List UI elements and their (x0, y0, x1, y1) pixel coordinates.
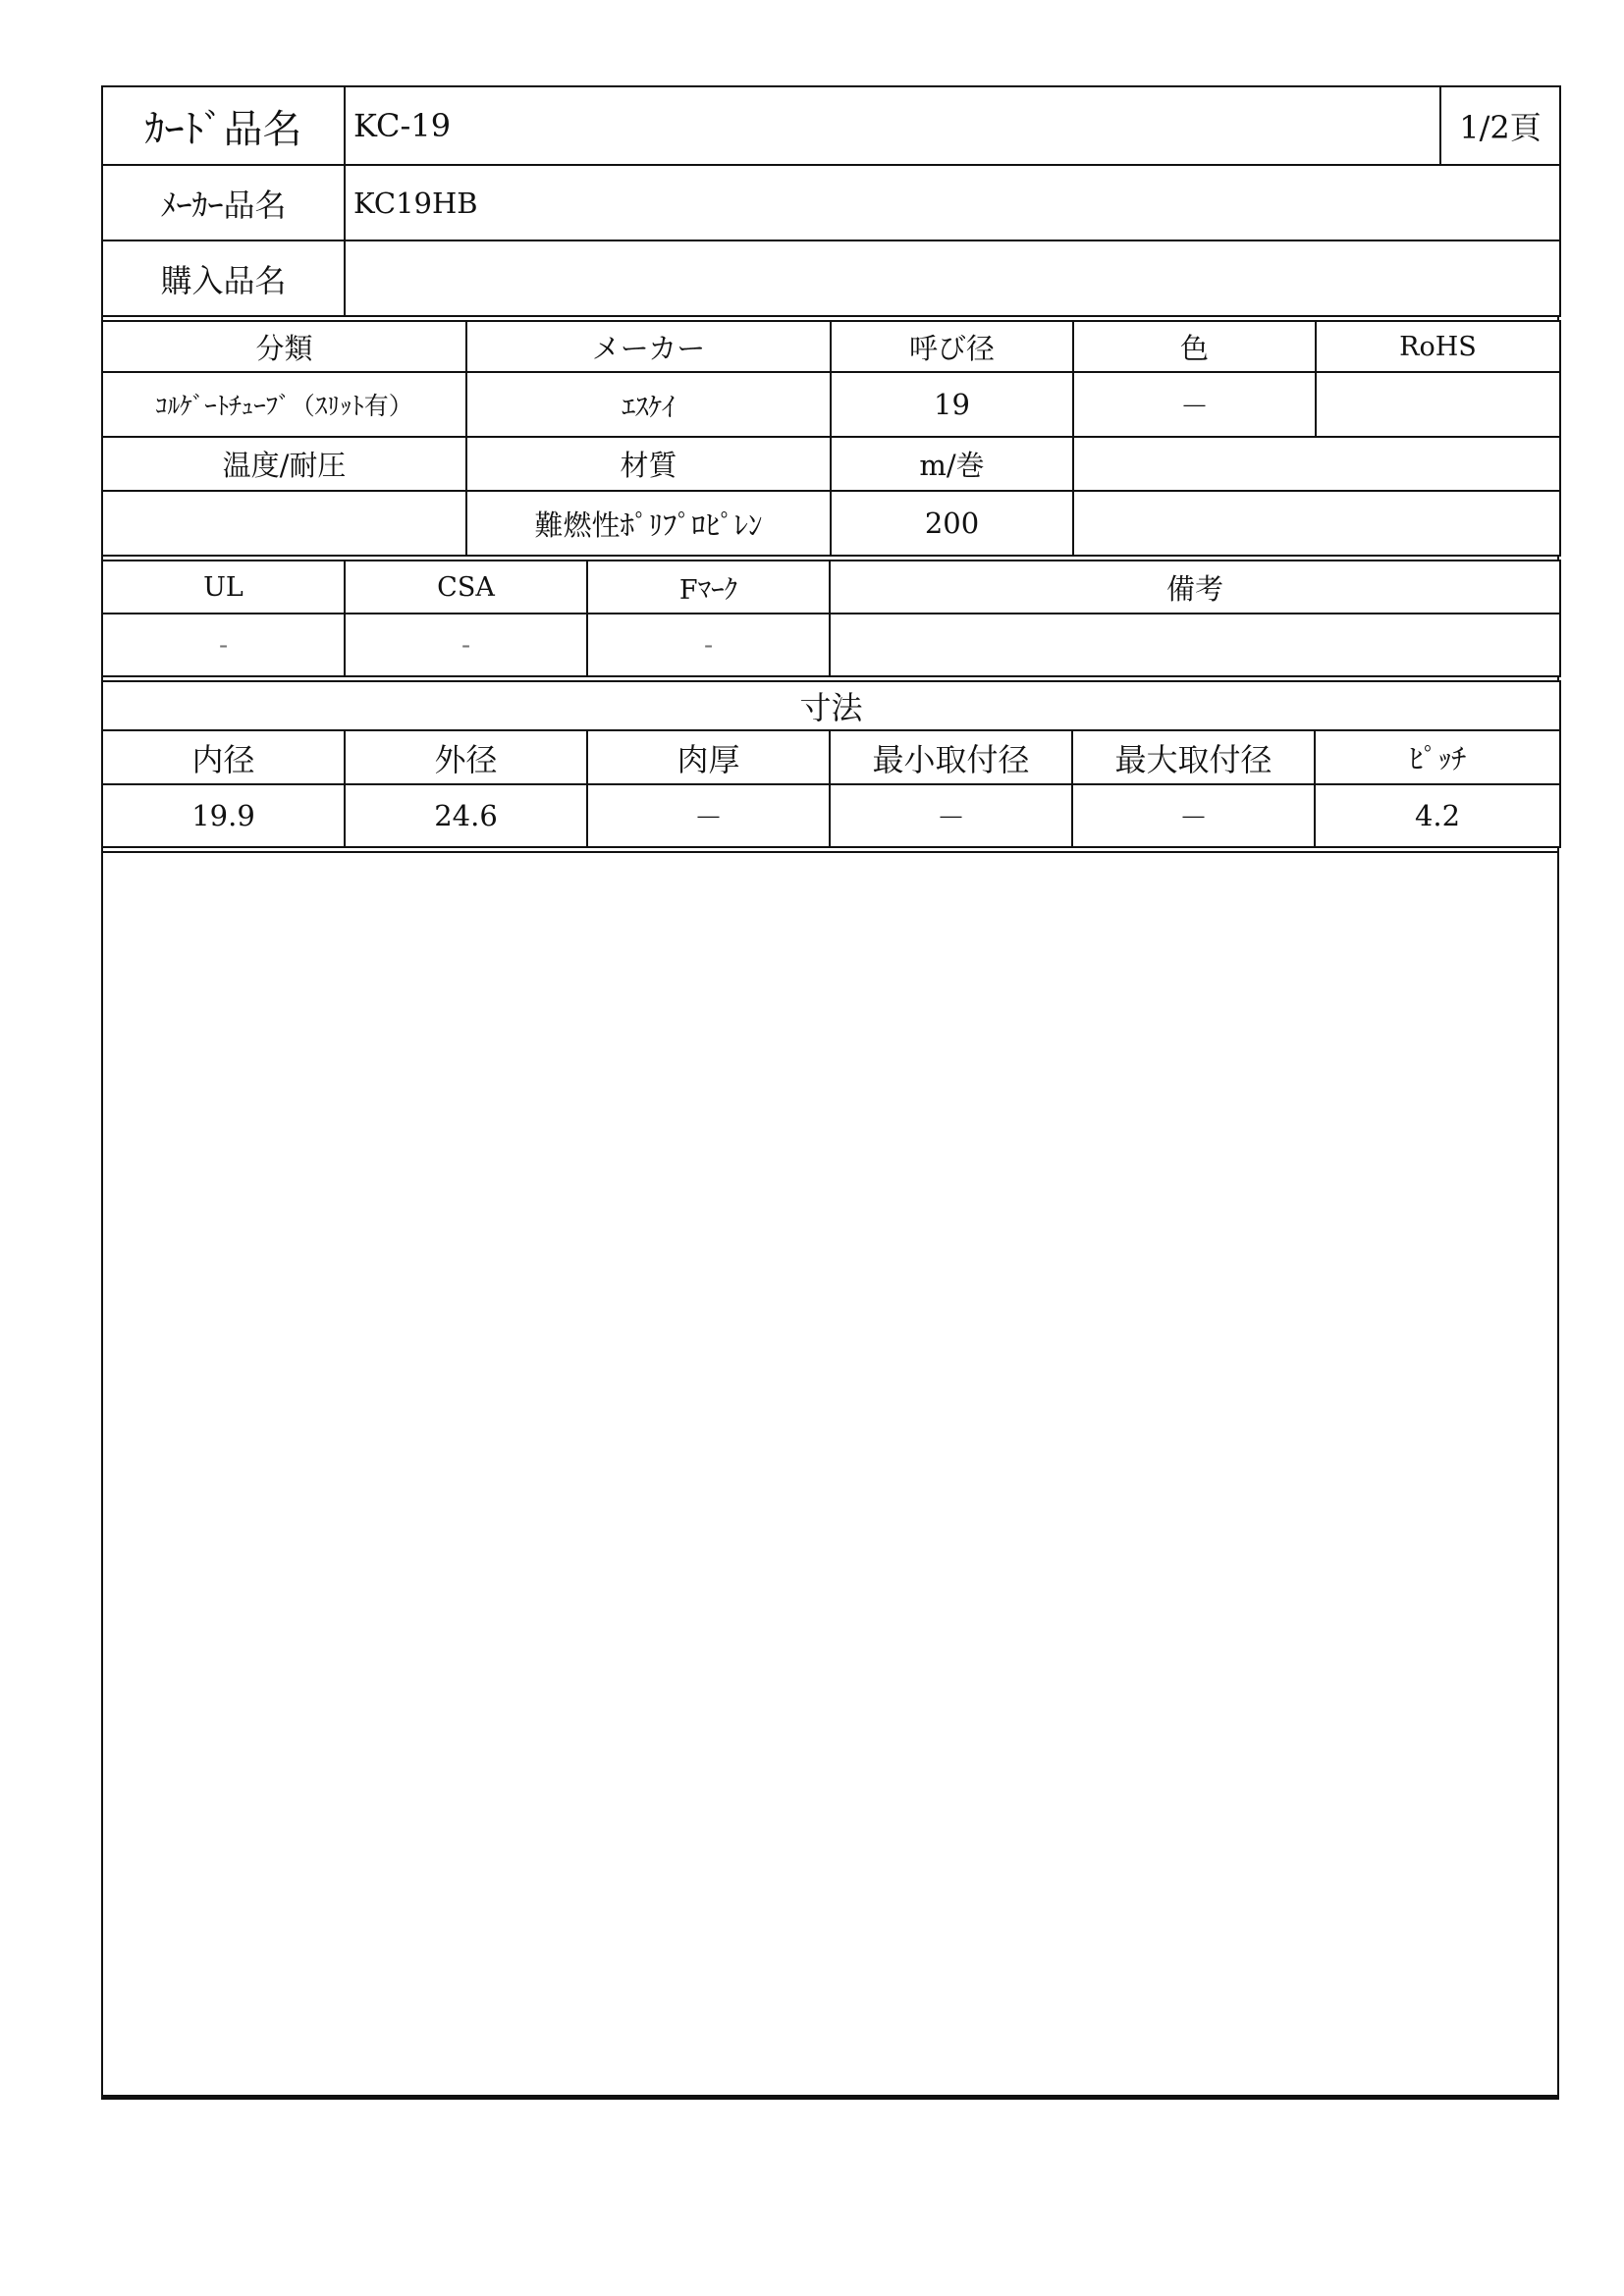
temp-pressure-header: 温度/耐圧 (102, 437, 466, 491)
remarks-header: 備考 (830, 561, 1560, 614)
card-name-value: KC-19 (345, 86, 1440, 165)
color-header: 色 (1073, 321, 1316, 372)
standards-table (101, 560, 1561, 677)
remarks-value (830, 614, 1560, 676)
length-per-roll-value: 200 (831, 491, 1073, 556)
dimensions-table (101, 680, 1561, 848)
maker-header: メーカー (466, 321, 831, 372)
wall-thickness-header: 肉厚 (587, 730, 830, 784)
material-header: 材質 (466, 437, 831, 491)
pitch-header: ﾋﾟｯﾁ (1315, 730, 1560, 784)
page-number: 1/2頁 (1440, 86, 1560, 165)
outer-diameter-header: 外径 (345, 730, 587, 784)
dimensions-title: 寸法 (102, 681, 1560, 730)
spec-table (101, 320, 1561, 557)
csa-value: - (345, 614, 587, 676)
spec2-blank-value (1073, 491, 1560, 556)
drawing-area (101, 851, 1559, 2097)
purchase-name-label: 購入品名 (102, 240, 345, 316)
max-mount-diameter-header: 最大取付径 (1072, 730, 1315, 784)
nominal-size-header: 呼び径 (831, 321, 1073, 372)
ul-value: - (102, 614, 345, 676)
maker-value: ｴｽｹｲ (466, 372, 831, 437)
spec2-blank-header (1073, 437, 1560, 491)
color-value: － (1073, 372, 1316, 437)
min-mount-diameter-header: 最小取付径 (830, 730, 1072, 784)
classification-header: 分類 (102, 321, 466, 372)
pitch-value: 4.2 (1315, 784, 1560, 847)
inner-diameter-value: 19.9 (102, 784, 345, 847)
inner-diameter-header: 内径 (102, 730, 345, 784)
classification-value: ｺﾙｹﾞｰﾄﾁｭｰﾌﾞ（ｽﾘｯﾄ有） (102, 372, 466, 437)
f-mark-value: - (587, 614, 830, 676)
min-mount-diameter-value: － (830, 784, 1072, 847)
maker-part-value: KC19HB (345, 165, 1560, 240)
rohs-header: RoHS (1316, 321, 1560, 372)
material-value: 難燃性ﾎﾟﾘﾌﾟﾛﾋﾟﾚﾝ (466, 491, 831, 556)
f-mark-header: Fﾏｰｸ (587, 561, 830, 614)
csa-header: CSA (345, 561, 587, 614)
card-name-label: ｶｰﾄﾞ品名 (102, 86, 345, 165)
purchase-name-value (345, 240, 1560, 316)
length-per-roll-header: m/巻 (831, 437, 1073, 491)
maker-part-label: ﾒｰｶｰ品名 (102, 165, 345, 240)
header-table (101, 85, 1561, 317)
max-mount-diameter-value: － (1072, 784, 1315, 847)
nominal-size-value: 19 (831, 372, 1073, 437)
outer-diameter-value: 24.6 (345, 784, 587, 847)
ul-header: UL (102, 561, 345, 614)
rohs-value (1316, 372, 1560, 437)
spec-sheet (101, 85, 1559, 2097)
wall-thickness-value: － (587, 784, 830, 847)
temp-pressure-value (102, 491, 466, 556)
